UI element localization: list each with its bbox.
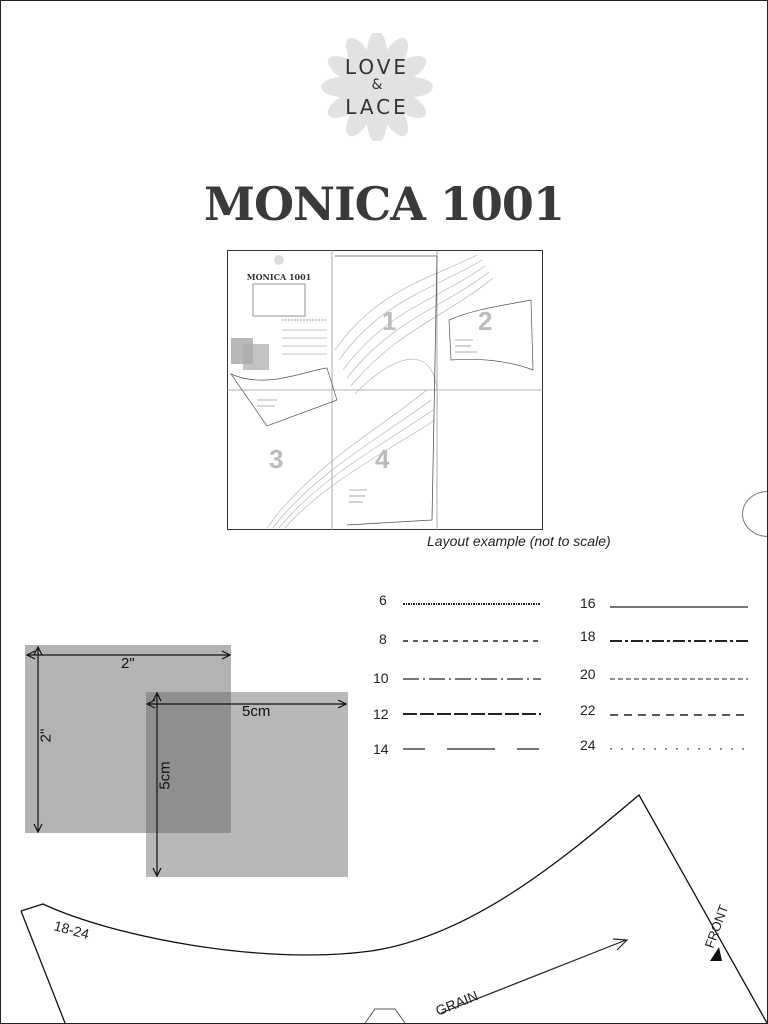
size-label-16: 16 (580, 595, 596, 611)
inch-width-label: 2" (121, 655, 135, 672)
cm-width-label: 5cm (242, 703, 271, 720)
size-label-6: 6 (379, 592, 387, 608)
size-label-22: 22 (580, 702, 596, 718)
size-label-12: 12 (373, 706, 389, 722)
layout-piece-4: 4 (375, 444, 390, 474)
size-label-24: 24 (580, 737, 596, 753)
size-label-18: 18 (580, 628, 596, 644)
cm-height-label: 5cm (156, 761, 174, 790)
layout-caption: Layout example (not to scale) (427, 533, 611, 549)
size-label-8: 8 (379, 631, 387, 647)
logo-word-lace: LACE (345, 95, 409, 119)
pattern-piece (1, 1, 767, 1023)
size-label-20: 20 (580, 666, 596, 682)
size-label-10: 10 (373, 670, 389, 686)
inch-height-label: 2" (37, 728, 55, 743)
size-label-14: 14 (373, 741, 389, 757)
layout-piece-2: 2 (478, 306, 493, 336)
logo-ampersand: & (371, 77, 383, 93)
mini-title: MONICA 1001 (246, 272, 312, 282)
pattern-size-range: 18-24 (52, 917, 91, 943)
layout-piece-1: 1 (382, 306, 397, 336)
layout-piece-3: 3 (269, 444, 284, 474)
front-label: FRONT (701, 902, 732, 951)
page-title: MONICA 1001 (204, 177, 564, 231)
grain-label: GRAIN (433, 987, 481, 1019)
logo-word-love: LOVE (344, 55, 410, 79)
